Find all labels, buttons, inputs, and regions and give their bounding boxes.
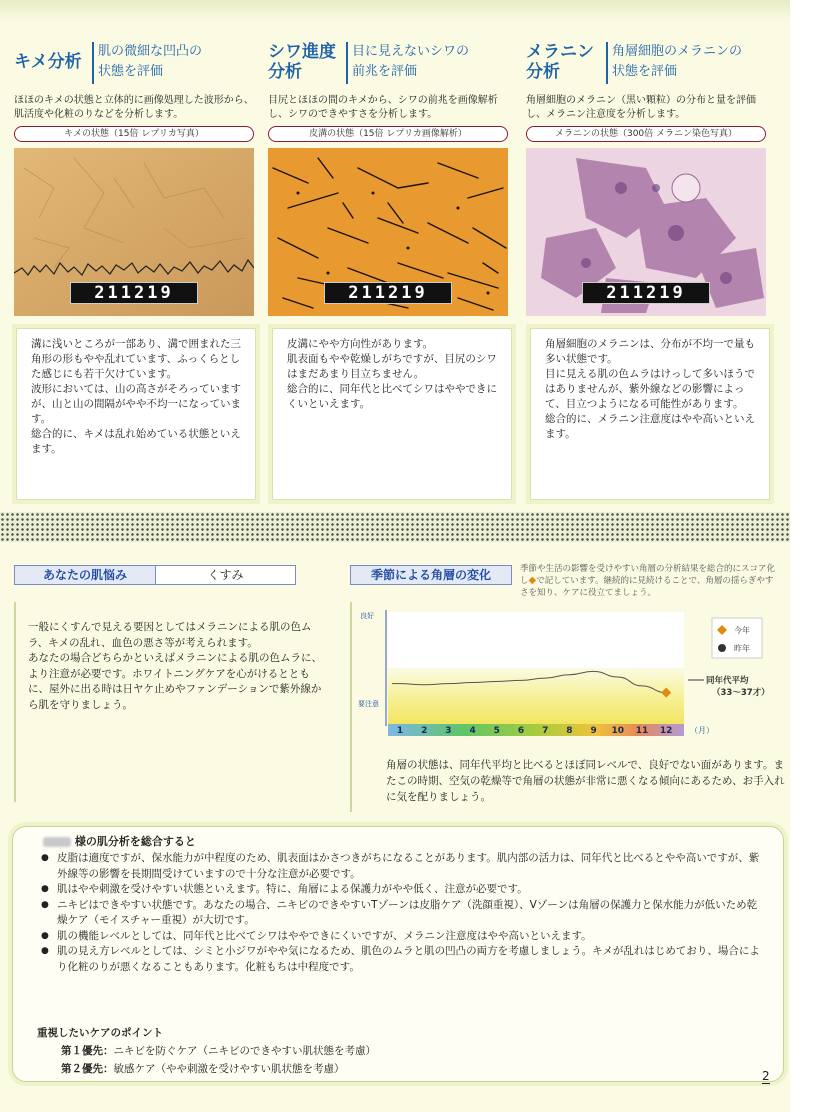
kime-analysis-section — [14, 40, 254, 316]
chart-month-label: 7 — [542, 726, 549, 736]
wrinkle-photo — [268, 148, 508, 316]
wrinkle-description: 目尻とほほの間のキメから、シワの前兆を画像解析し、シワのできやすさを分析します。 — [268, 95, 498, 120]
wrinkle-header — [268, 40, 508, 90]
worry-label: あなたの肌悩み — [15, 566, 156, 584]
page-edge — [790, 0, 816, 1112]
kime-divider — [92, 42, 94, 84]
season-note-after: で記しています。継続的に見続けることで、角層の揺らぎやすさを知り、ケアに役立てましょう。 — [520, 576, 774, 598]
chart-month-label: 3 — [445, 726, 452, 736]
chart-y-bottom-label: 要注意 — [358, 700, 379, 708]
chart-y-top-label: 良好 — [360, 612, 374, 620]
wrinkle-analysis-section — [268, 40, 508, 316]
summary-bullet: ● 肌の見え方レベルとしては、シミと小ジワがやや気になるため、肌色のムラと肌の凹凸の両方を考慮しましょう。キメが乱れはじめており、場合により化粧のりが悪くなることもあります。化粧もちは中程度です。 — [41, 944, 761, 975]
melanin-header — [526, 40, 766, 90]
kime-photo-code: 211219 — [70, 282, 198, 304]
kime-subtitle-2: 状態を評価 — [98, 64, 164, 79]
chart-month-label: 9 — [590, 726, 597, 736]
care-title: 重視したいケアのポイント — [37, 1027, 163, 1039]
chart-month-label: 5 — [493, 726, 500, 736]
dotted-divider — [0, 512, 790, 542]
melanin-subtitle-2: 状態を評価 — [612, 64, 678, 79]
summary-bullet: ● 肌の機能レベルとしては、同年代と比べてシワはややできにくいですが、メラニン注意度はやや高いといえます。 — [41, 929, 761, 945]
summary-box — [12, 826, 784, 1082]
chart-legend-label: 昨年 — [734, 644, 750, 653]
chart-month-label: 6 — [517, 726, 525, 736]
care-priority-1 — [61, 1043, 376, 1058]
melanin-description: 角層細胞のメラニン（黒い顆粒）の分布と量を評価し、メラニン注意度を分析します。 — [526, 95, 756, 120]
chart-average-range: （33〜37才） — [712, 688, 770, 698]
kime-subtitle-1: 肌の微細な凹凸の — [98, 44, 203, 59]
kime-photo — [14, 148, 254, 316]
summary-title-text: 様の肌分析を総合すると — [74, 835, 196, 848]
worry-header — [14, 565, 296, 585]
worry-value: くすみ — [207, 568, 244, 582]
care-priority-1-text: ニキビを防ぐケア（ニキビのできやすい肌状態を考慮） — [113, 1045, 376, 1057]
season-chart — [358, 600, 778, 746]
melanin-photo-label: メラニンの状態（300倍 メラニン染色写真） — [526, 126, 766, 142]
melanin-title: メラニン分析 — [526, 42, 594, 82]
care-priority-2-text: 敏感ケア（やや刺激を受けやすい肌状態を考慮） — [113, 1063, 345, 1075]
season-text: 角層の状態は、同年代平均と比べるとほぼ同レベルで、良好でない面があります。またこの時期、空気の乾燥等で角層の状態が非常に悪くなる傾向にあるため、お手入れに気を配りましょう。 — [386, 759, 785, 803]
melanin-photo-code: 211219 — [582, 282, 710, 304]
care-priority-2 — [61, 1061, 345, 1076]
care-priority-2-label: 第２優先： — [61, 1063, 114, 1075]
chart-month-label: 4 — [469, 726, 476, 736]
melanin-divider — [606, 42, 608, 84]
chart-legend-marker — [718, 644, 726, 652]
melanin-analysis-section — [526, 40, 766, 316]
season-note — [520, 563, 775, 599]
chart-month-label: 8 — [566, 726, 573, 736]
chart-month-label: 10 — [611, 726, 625, 736]
wrinkle-subtitle-2: 前兆を評価 — [352, 64, 418, 79]
wrinkle-title: シワ進度分析 — [268, 42, 336, 82]
summary-title — [43, 833, 196, 849]
chart-month-label: 12 — [659, 726, 673, 736]
worry-text: 一般にくすんで見える要因としてはメラニンによる肌の色ムラ、キメの乱れ、血色の悪さ等が考えられます。 あなたの場合どちらかといえばメラニンによる肌の色ムラに、より注意が必要です。ホワイトニングケアを心がけるとともに、屋外に出る時は日ヤケ止めやファンデーションで紫外線から肌を守りましょう。 — [28, 621, 322, 711]
melanin-comment: 角層細胞のメラニンは、分布が不均一で量も多い状態です。 目に見える肌の色ムラはけっして多いほうではありませんが、紫外線などの影響によって、目立つようになる可能性があります。 総合的に、メラニン注意度はやや高いといえます。 — [545, 338, 755, 440]
kime-comment: 溝に浅いところが一部あり、溝で囲まれた三角形の形もやや乱れています、ふっくらとした感じにも若干欠けています。 波形においては、山の高さがそろっていますが、山と山の間隔がやや不均一になっています。 総合的に、キメは乱れ始めている状態といえます。 — [31, 338, 241, 455]
chart-month-label: 11 — [635, 726, 649, 736]
season-note-before: 季節や生活の影響を受けやすい角層の分析結果を総合的にスコア化し — [520, 564, 776, 586]
care-priority-1-label: 第１優先： — [61, 1045, 114, 1057]
kime-comment-box — [16, 328, 256, 500]
chart-caution-zone — [388, 668, 684, 724]
melanin-photo — [526, 148, 766, 316]
chart-legend-label: 今年 — [734, 626, 750, 635]
chart-month-label: 1 — [396, 726, 404, 736]
chart-average-label: 同年代平均 — [706, 676, 749, 686]
redacted-name — [43, 837, 71, 847]
page-number: 2 — [762, 1069, 770, 1083]
season-side-line — [350, 602, 352, 812]
wrinkle-photo-label: 皮溝の状態（15倍 レプリカ画像解析） — [268, 126, 508, 142]
summary-bullet: ● ニキビはできやすい状態です。あなたの場合、ニキビのできやすいTゾーンは皮脂ケア（洗顔重視）、Vゾーンは角層の保護力と保水能力が低いため乾燥ケア（モイスチャー重視）が大切です。 — [41, 898, 761, 929]
kime-title: キメ分析 — [14, 52, 82, 72]
wrinkle-comment: 皮溝にやや方向性があります。 肌表面もやや乾燥しがちですが、目尻のシワはまだあまり目立ちません。 総合的に、同年代と比べてシワはややできにくいといえます。 — [287, 338, 497, 410]
kime-photo-label: キメの状態（15倍 レプリカ写真） — [14, 126, 254, 142]
worry-side-line — [14, 602, 16, 802]
season-title: 季節による角層の変化 — [350, 565, 512, 585]
melanin-subtitle-1: 角層細胞のメラニンの — [612, 44, 743, 59]
top-band — [0, 0, 790, 22]
chart-x-unit: （月） — [690, 726, 714, 735]
summary-bullets — [41, 851, 761, 975]
melanin-comment-box — [530, 328, 770, 500]
summary-bullet: ● 肌はやや刺激を受けやすい状態といえます。特に、角層による保護力がやや低く、注意が必要です。 — [41, 882, 761, 898]
wrinkle-subtitle-1: 目に見えないシワの — [352, 44, 470, 59]
wrinkle-photo-code: 211219 — [324, 282, 452, 304]
chart-month-label: 2 — [421, 726, 428, 736]
wrinkle-divider — [346, 42, 348, 84]
summary-bullet: ● 皮脂は適度ですが、保水能力が中程度のため、肌表面はかさつきがちになることがあります。肌内部の活力は、同年代と比べるとやや高いですが、紫外線等の影響を長期間受けていますので十分な注意が必要です。 — [41, 851, 761, 882]
kime-description: ほほのキメの状態と立体的に画像処理した波形から、肌活度や化粧のりなどを分析します。 — [14, 95, 254, 120]
diamond-icon: ◆ — [528, 575, 537, 586]
kime-header — [14, 40, 254, 90]
wrinkle-comment-box — [272, 328, 512, 500]
